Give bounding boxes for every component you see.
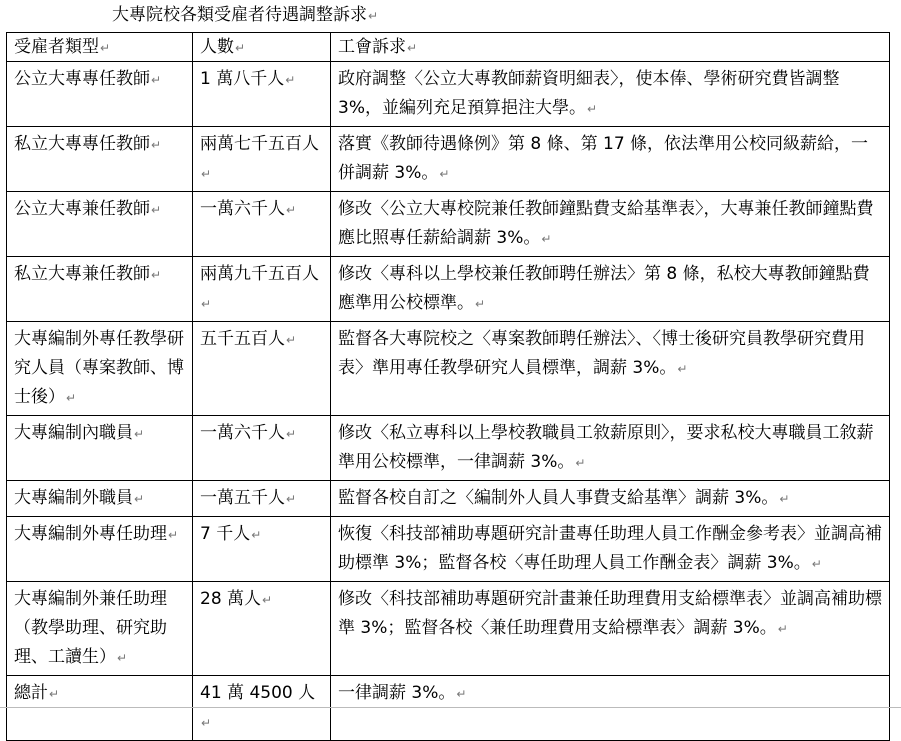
- paragraph-mark-icon: ↵: [168, 528, 179, 542]
- cell-count[interactable]: 7 千人↵: [193, 517, 331, 582]
- cell-demand[interactable]: 政府調整〈公立大專教師薪資明細表〉，使本俸、學術研究費皆調整 3%，並編列充足預算挹注大學。↵: [331, 62, 890, 127]
- paragraph-mark-icon: ↵: [100, 41, 111, 55]
- paragraph-mark-icon: ↵: [201, 167, 212, 181]
- cell-count[interactable]: 一萬六千人↵: [193, 192, 331, 257]
- paragraph-mark-icon: ↵: [586, 102, 598, 116]
- header-cell-type[interactable]: 受雇者類型↵: [7, 33, 193, 62]
- table-row: [7, 676, 890, 741]
- table-header-row: [7, 33, 890, 62]
- paragraph-mark-icon: ↵: [251, 528, 262, 542]
- header-cell-demand[interactable]: 工會訴求↵: [331, 33, 890, 62]
- paragraph-mark-icon: ↵: [456, 687, 467, 701]
- table-body: [7, 62, 890, 741]
- header-cell-count[interactable]: 人數↵: [193, 33, 331, 62]
- cell-count[interactable]: 兩萬九千五百人↵: [193, 257, 331, 322]
- table-row: [7, 62, 890, 127]
- table-row: [7, 257, 890, 322]
- cell-type[interactable]: 大專編制外專任助理↵: [7, 517, 193, 582]
- cell-demand[interactable]: 修改〈私立專科以上學校教職員工敘薪原則〉，要求私校大專職員工敘薪準用公校標準，一律調薪 3%。↵: [331, 416, 890, 481]
- paragraph-mark-icon: ↵: [134, 427, 145, 441]
- table-row: [7, 582, 890, 676]
- cell-type[interactable]: 總計↵: [7, 676, 193, 741]
- table-row: [7, 192, 890, 257]
- table-row: [7, 322, 890, 416]
- paragraph-mark-icon: ↵: [407, 41, 418, 55]
- table-row: [7, 416, 890, 481]
- paragraph-mark-icon: ↵: [368, 9, 379, 23]
- cell-count[interactable]: 一萬五千人↵: [193, 481, 331, 517]
- cell-type[interactable]: 大專編制內職員↵: [7, 416, 193, 481]
- paragraph-mark-icon: ↵: [201, 297, 212, 311]
- cell-type[interactable]: 私立大專專任教師↵: [7, 127, 193, 192]
- paragraph-mark-icon: ↵: [66, 391, 77, 405]
- paragraph-mark-icon: ↵: [779, 492, 790, 506]
- paragraph-mark-icon: ↵: [49, 687, 60, 701]
- table-row: [7, 127, 890, 192]
- cell-count[interactable]: 五千五百人↵: [193, 322, 331, 416]
- paragraph-mark-icon: ↵: [439, 167, 450, 181]
- paragraph-mark-icon: ↵: [151, 268, 162, 282]
- paragraph-mark-icon: ↵: [201, 716, 212, 730]
- paragraph-mark-icon: ↵: [151, 138, 162, 152]
- paragraph-mark-icon: ↵: [285, 73, 296, 87]
- paragraph-mark-icon: ↵: [575, 456, 586, 470]
- cell-type[interactable]: 公立大專兼任教師↵: [7, 192, 193, 257]
- cell-type[interactable]: 公立大專專任教師↵: [7, 62, 193, 127]
- cell-type[interactable]: 私立大專兼任教師↵: [7, 257, 193, 322]
- paragraph-mark-icon: ↵: [541, 232, 552, 246]
- document-title-text: 大專院校各類受雇者待遇調整訴求: [112, 5, 367, 25]
- paragraph-mark-icon: ↵: [151, 73, 162, 87]
- cell-demand[interactable]: 落實《教師待遇條例》第 8 條、第 17 條，依法準用公校同級薪給，一併調薪 3%。↵: [331, 127, 890, 192]
- cell-demand[interactable]: 一律調薪 3%。↵: [331, 676, 890, 741]
- cell-count[interactable]: 1 萬八千人↵: [193, 62, 331, 127]
- cell-type[interactable]: 大專編制外職員↵: [7, 481, 193, 517]
- cell-demand[interactable]: 修改〈專科以上學校兼任教師聘任辦法〉第 8 條，私校大專教師鐘點費應準用公校標準。↵: [331, 257, 890, 322]
- paragraph-mark-icon: ↵: [286, 203, 297, 217]
- paragraph-mark-icon: ↵: [262, 593, 273, 607]
- table-row: [7, 481, 890, 517]
- paragraph-mark-icon: ↵: [117, 651, 128, 665]
- paragraph-mark-icon: ↵: [777, 622, 788, 636]
- paragraph-mark-icon: ↵: [151, 203, 162, 217]
- paragraph-mark-icon: ↵: [677, 362, 688, 376]
- cell-count[interactable]: 兩萬七千五百人↵: [193, 127, 331, 192]
- paragraph-mark-icon: ↵: [286, 427, 297, 441]
- page-bottom-divider: [0, 707, 901, 708]
- wage-demand-table: [6, 32, 890, 741]
- cell-demand[interactable]: 監督各大專院校之〈專案教師聘任辦法〉、〈博士後研究員教學研究費用表〉準用專任教學研究人員標準，調薪 3%。↵: [331, 322, 890, 416]
- cell-demand[interactable]: 監督各校自訂之〈編制外人員人事費支給基準〉調薪 3%。↵: [331, 481, 890, 517]
- cell-demand[interactable]: 修改〈公立大專校院兼任教師鐘點費支給基準表〉，大專兼任教師鐘點費應比照專任薪給調薪 3%。↵: [331, 192, 890, 257]
- cell-count[interactable]: 一萬六千人↵: [193, 416, 331, 481]
- paragraph-mark-icon: ↵: [811, 557, 822, 571]
- cell-count[interactable]: 28 萬人↵: [193, 582, 331, 676]
- paragraph-mark-icon: ↵: [286, 492, 297, 506]
- paragraph-mark-icon: ↵: [134, 492, 145, 506]
- cell-count[interactable]: 41 萬 4500 人↵: [193, 676, 331, 741]
- cell-demand[interactable]: 修改〈科技部補助專題研究計畫兼任助理費用支給標準表〉並調高補助標準 3%；監督各校〈兼任助理費用支給標準表〉調薪 3%。↵: [331, 582, 890, 676]
- cell-type[interactable]: 大專編制外專任教學研究人員（專案教師、博士後）↵: [7, 322, 193, 416]
- paragraph-mark-icon: ↵: [286, 333, 297, 347]
- cell-type[interactable]: 大專編制外兼任助理（教學助理、研究助理、工讀生）↵: [7, 582, 193, 676]
- cell-demand[interactable]: 恢復〈科技部補助專題研究計畫專任助理人員工作酬金參考表〉並調高補助標準 3%；監督各校〈專任助理人員工作酬金表〉調薪 3%。↵: [331, 517, 890, 582]
- paragraph-mark-icon: ↵: [475, 297, 486, 311]
- table-row: [7, 517, 890, 582]
- document-title: [112, 4, 378, 27]
- paragraph-mark-icon: ↵: [235, 41, 246, 55]
